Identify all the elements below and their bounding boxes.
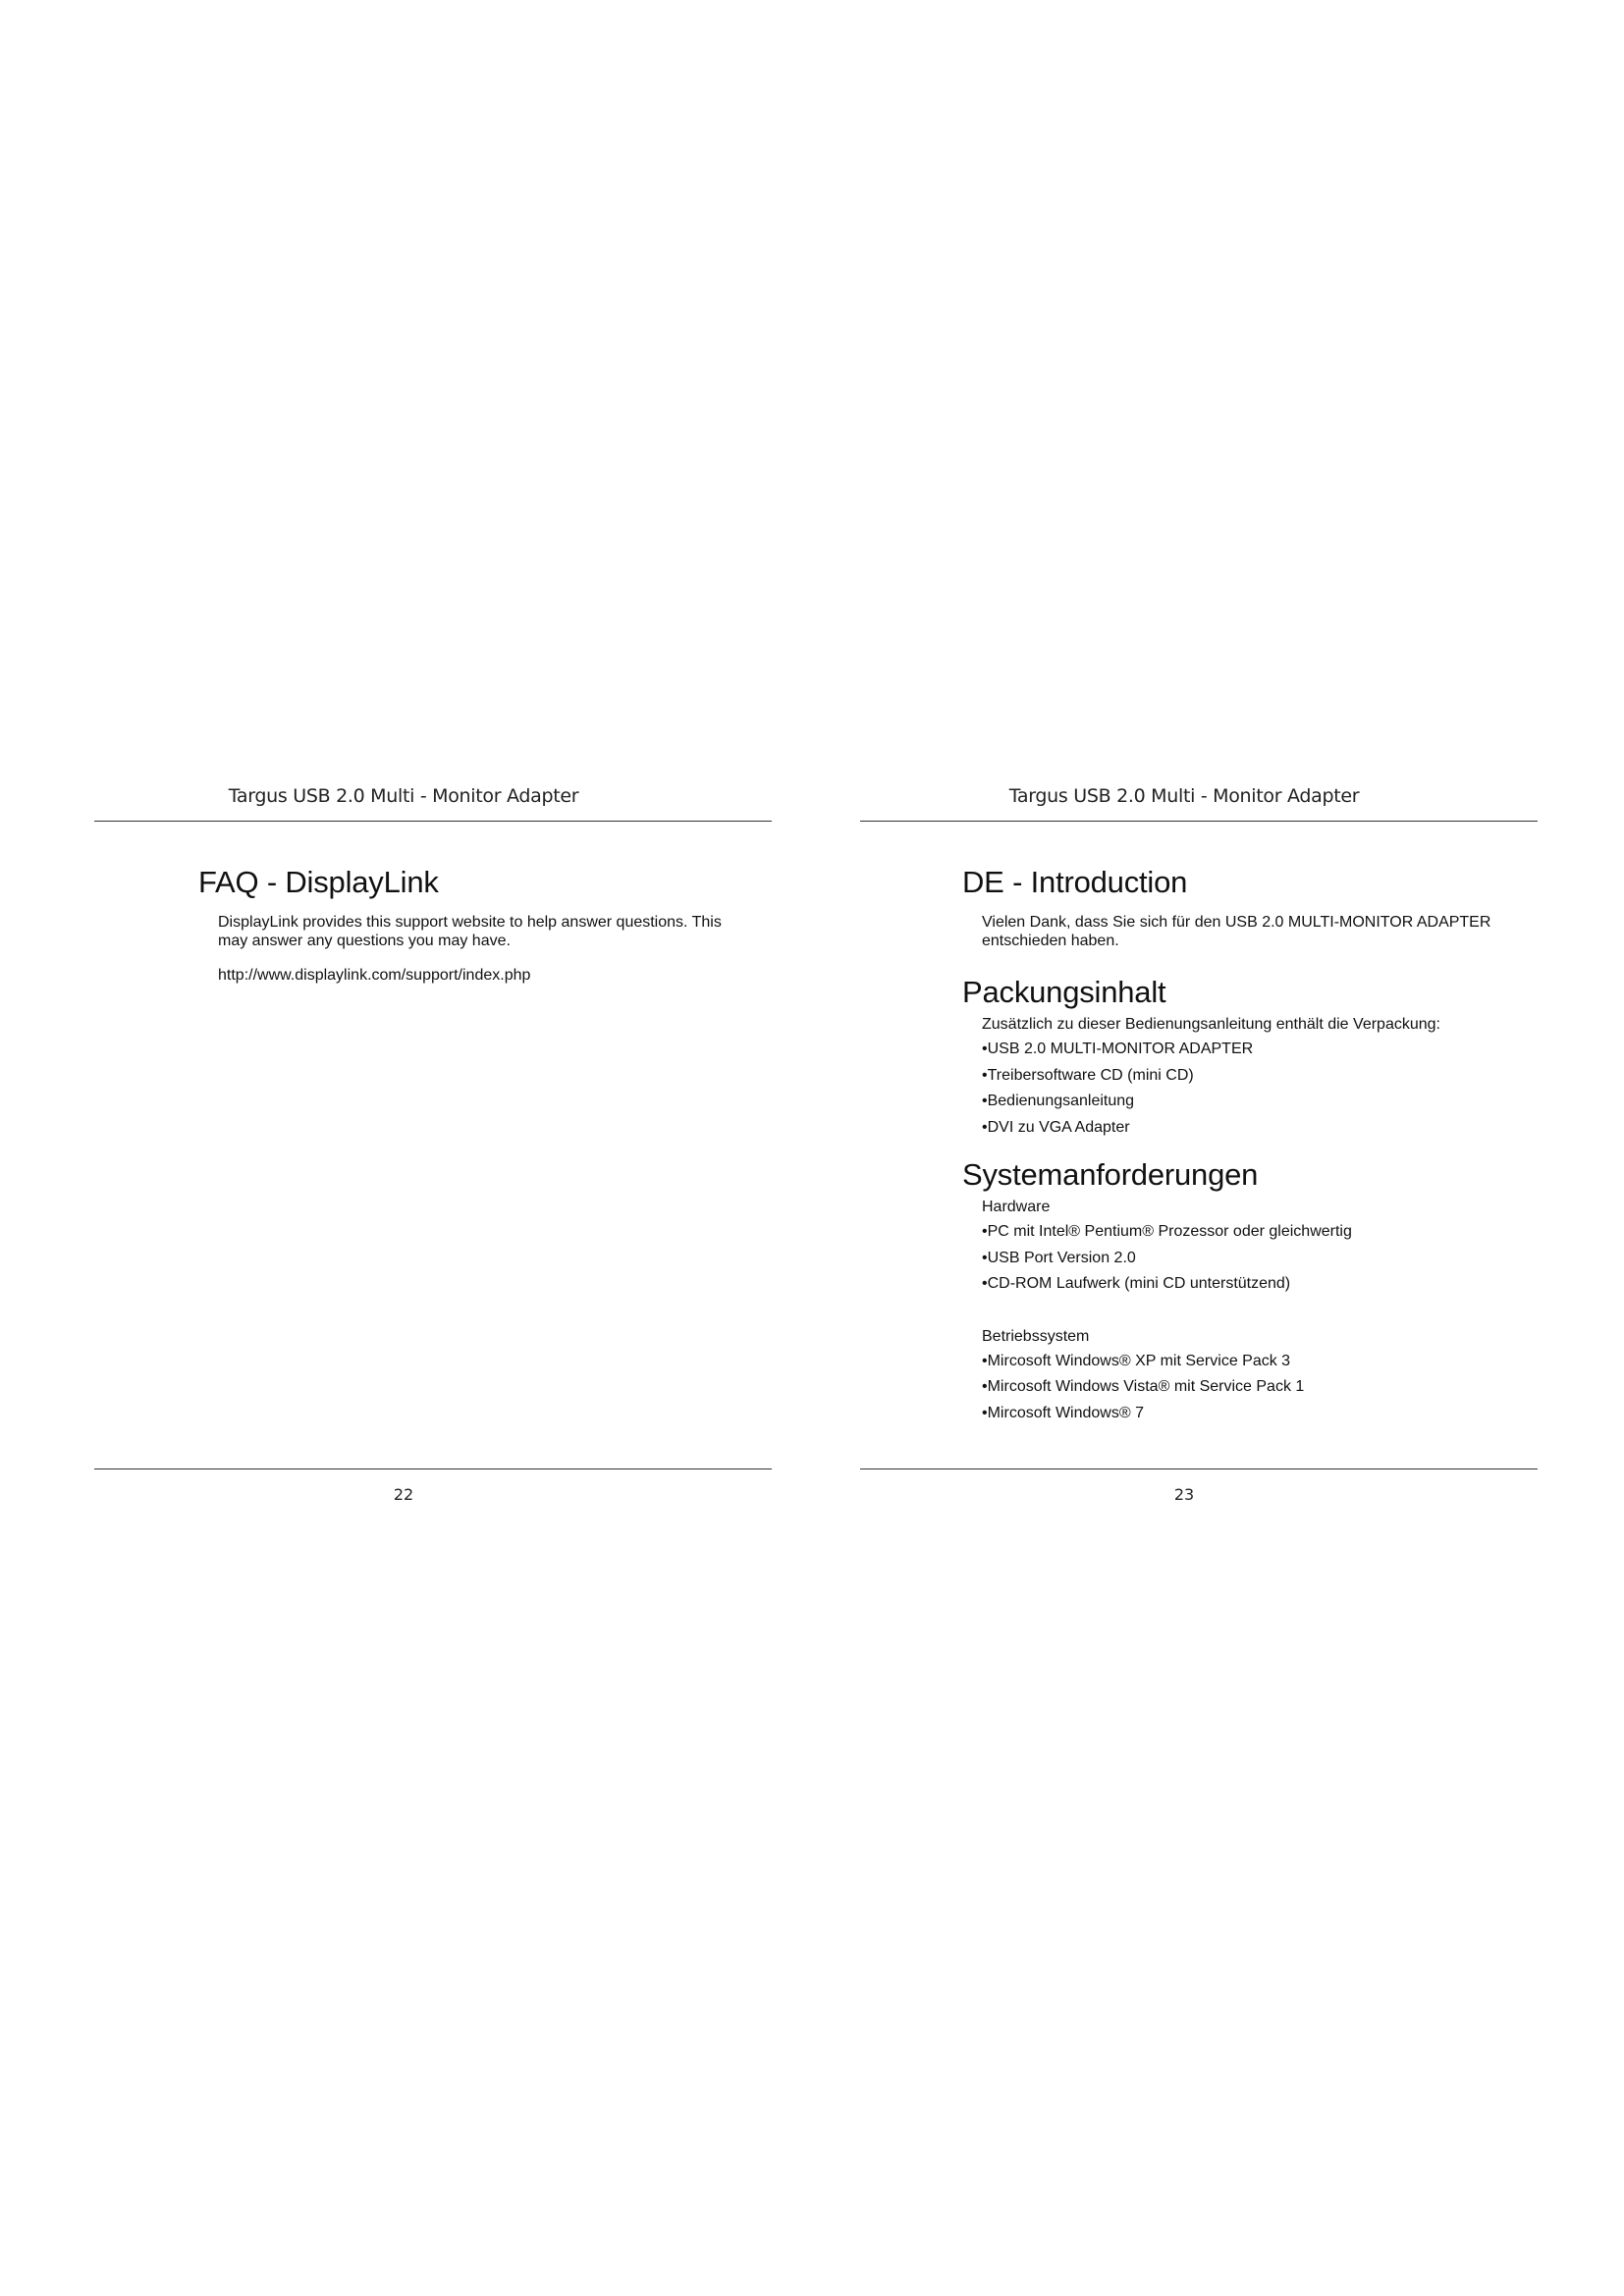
header-rule (94, 821, 772, 822)
list-item: •USB Port Version 2.0 (982, 1249, 1136, 1266)
running-header: Targus USB 2.0 Multi - Monitor Adapter (1008, 785, 1360, 807)
section-title: DE - Introduction (962, 865, 1188, 899)
paragraph-line: Vielen Dank, dass Sie sich für den USB 2.0 MULTI-MONITOR ADAPTER (982, 914, 1491, 931)
page-number: 23 (1173, 1485, 1195, 1504)
paragraph-line: entschieden haben. (982, 933, 1119, 949)
footer-rule (860, 1468, 1538, 1469)
faq-section (198, 862, 787, 985)
list-item: •CD-ROM Laufwerk (mini CD unterstützend) (982, 1275, 1291, 1292)
de-content (962, 862, 1561, 1426)
list-item: •PC mit Intel® Pentium® Prozessor oder gleichwertig (982, 1223, 1352, 1240)
list-item: •Treibersoftware CD (mini CD) (982, 1066, 1194, 1084)
list-item: •Mircosoft Windows® 7 (982, 1404, 1144, 1421)
left-page (94, 0, 772, 2296)
page-number: 22 (393, 1485, 414, 1504)
list-item: •Mircosoft Windows Vista® mit Service Pack 1 (982, 1378, 1305, 1395)
support-url: http://www.displaylink.com/support/index.php (218, 967, 531, 984)
list-item: •USB 2.0 MULTI-MONITOR ADAPTER (982, 1041, 1254, 1057)
intro-paragraph (982, 913, 1561, 950)
running-header: Targus USB 2.0 Multi - Monitor Adapter (228, 785, 579, 807)
os-label: Betriebssystem (982, 1327, 1090, 1345)
section-title: Packungsinhalt (962, 975, 1166, 1009)
section-title: Systemanforderungen (962, 1157, 1259, 1192)
faq-paragraph (218, 913, 787, 985)
section-title: FAQ - DisplayLink (198, 865, 439, 899)
hardware-label: Hardware (982, 1199, 1051, 1215)
right-page (860, 0, 1538, 2296)
os-list (982, 1349, 1561, 1427)
footer-rule (94, 1468, 772, 1469)
header-rule (860, 821, 1538, 822)
list-item: •Bedienungsanleitung (982, 1093, 1135, 1109)
hardware-list (982, 1219, 1561, 1298)
list-item: •DVI zu VGA Adapter (982, 1118, 1130, 1136)
package-list (982, 1037, 1561, 1141)
package-lead: Zusätzlich zu dieser Bedienungsanleitung enthält die Verpackung: (982, 1016, 1440, 1033)
paragraph-line: DisplayLink provides this support website to help answer questions. This (218, 914, 722, 931)
paragraph-line: may answer any questions you may have. (218, 933, 511, 949)
list-item: •Mircosoft Windows® XP mit Service Pack 3 (982, 1352, 1291, 1369)
